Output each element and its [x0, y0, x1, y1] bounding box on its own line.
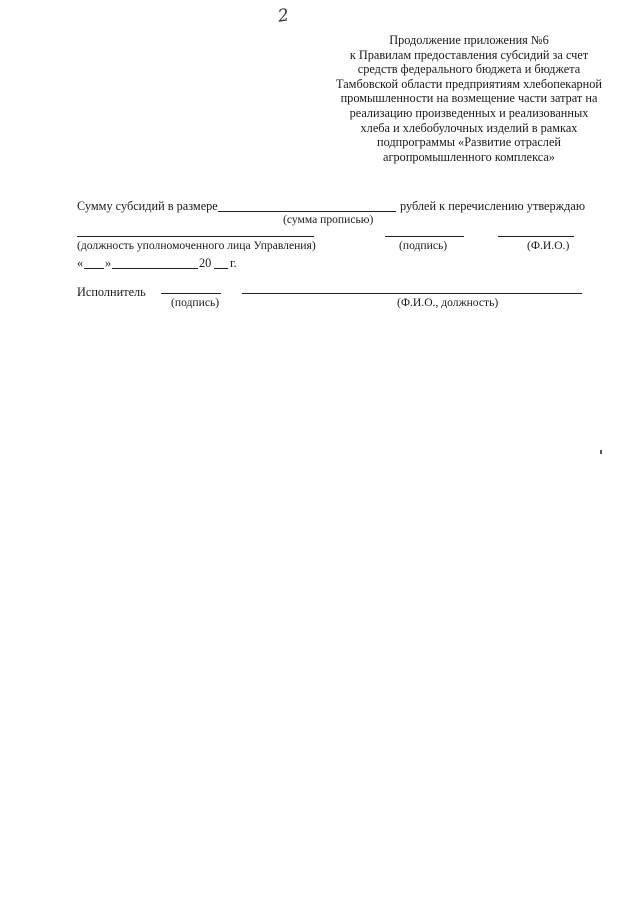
official-signature-field[interactable] — [385, 236, 464, 237]
header-line: Продолжение приложения №6 — [389, 33, 549, 47]
date-month-field[interactable] — [112, 268, 198, 269]
header-line: агропромышленного комплекса» — [383, 149, 555, 164]
header-line: промышленности на возмещение части затрат на — [340, 91, 598, 106]
date-day-field[interactable] — [84, 268, 104, 269]
executor-label: Исполнитель — [77, 285, 146, 299]
header-line: к Правилам предоставления субсидий за счет — [349, 47, 589, 62]
official-position-caption: (должность уполномоченного лица Управления) — [77, 239, 316, 252]
date-year-suffix: г. — [230, 256, 237, 270]
appendix-header — [328, 33, 610, 164]
official-signature-caption: (подпись) — [399, 239, 448, 252]
header-line: средств федерального бюджета и бюджета — [357, 62, 581, 77]
executor-name-caption: (Ф.И.О., должность) — [397, 296, 499, 309]
scan-speck — [600, 450, 602, 454]
header-line: реализацию произведенных и реализованных — [349, 105, 589, 120]
executor-signature-caption: (подпись) — [171, 296, 220, 309]
header-line: подпрограммы «Развитие отраслей — [377, 135, 561, 150]
subsidy-amount-trail: рублей к перечислению утверждаю — [400, 199, 586, 213]
date-open-quote: « — [77, 256, 84, 270]
executor-name-field[interactable] — [242, 293, 582, 294]
date-century: 20 — [199, 256, 212, 270]
executor-signature-field[interactable] — [161, 293, 221, 294]
date-close-quote: » — [105, 256, 112, 270]
official-name-field[interactable] — [498, 236, 574, 237]
handwritten-page-number: 2 — [276, 5, 291, 27]
header-line: хлеба и хлебобулочных изделий в рамках — [360, 120, 578, 135]
subsidy-amount-field[interactable] — [218, 211, 396, 212]
official-name-caption: (Ф.И.О.) — [527, 239, 570, 252]
amount-in-words-caption: (сумма прописью) — [283, 213, 374, 226]
official-position-field[interactable] — [77, 236, 314, 237]
date-year-field[interactable] — [214, 268, 228, 269]
subsidy-amount-lead: Сумму субсидий в размере — [77, 199, 218, 213]
header-line: Тамбовской области предприятиям хлебопекарной — [336, 76, 602, 91]
